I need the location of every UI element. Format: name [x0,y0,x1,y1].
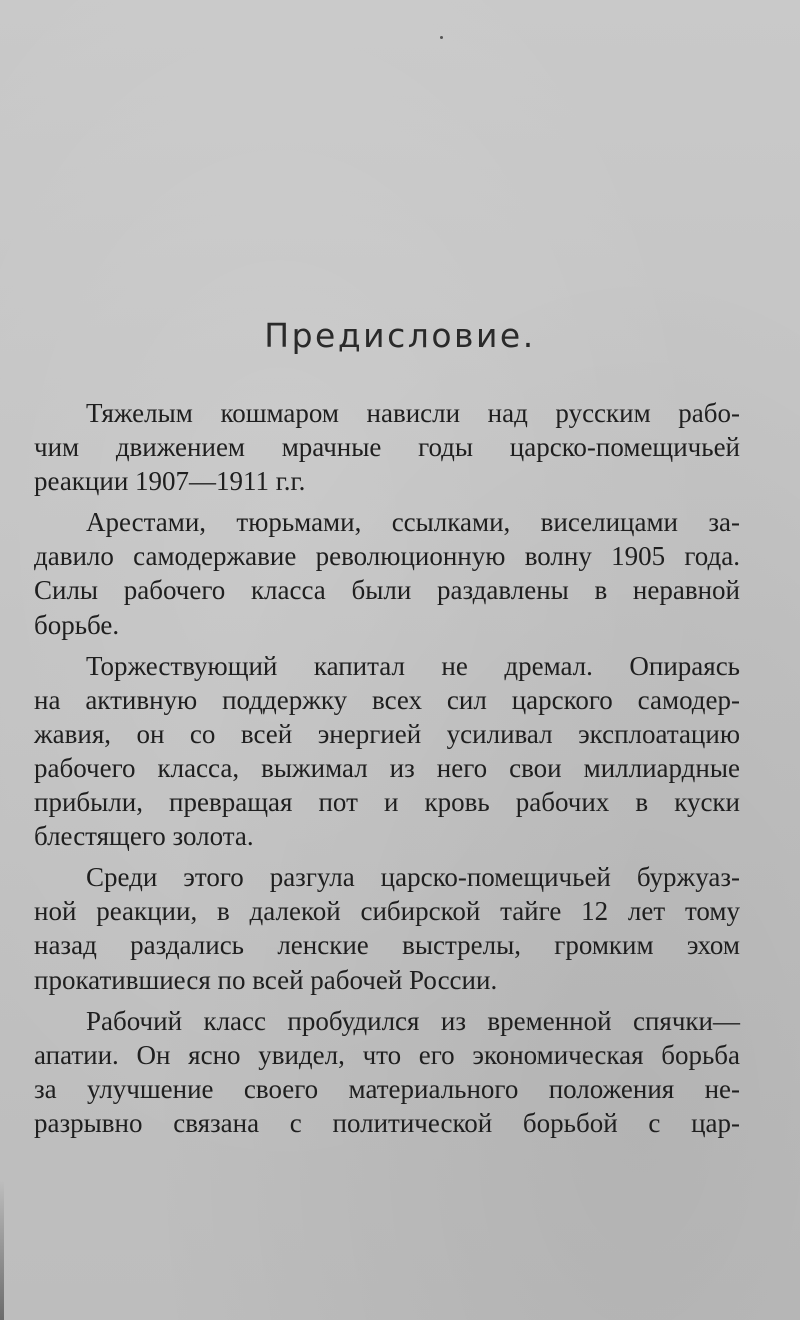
text-line: давило самодержавие революционную волну 1905 года. [34,541,740,572]
text-line: за улучшение своего материального положения не- [34,1073,740,1104]
text-line: Тяжелым кошмаром нависли над русским рабо- [86,398,740,428]
text-line: разрывно связана с политической борьбой с цар- [34,1107,740,1138]
text-line: ной реакции, в далекой сибирской тайге 12 лет тому [34,896,740,927]
paragraph-5 [34,1004,740,1140]
text-line: рабочего класса, выжимал из него свои миллиардные [34,752,740,783]
text-line: Силы рабочего класса были раздавлены в неравной [34,575,740,606]
text-line: борьбе. [34,609,120,640]
text-line: Рабочий класс пробудился из временной спячки— [86,1005,740,1036]
text-line: блестящего золота. [34,821,254,852]
text-line: реакции 1907—1911 г.г. [34,466,306,497]
text-line: на активную поддержку всех сил царского самодер- [34,684,740,715]
text-line: апатии. Он ясно увидел, что его экономическая борьба [34,1039,740,1070]
paper-speck [440,36,443,39]
text-line: прибыли, превращая пот и кровь рабочих в куски [34,787,740,818]
text-line: Торжествующий капитал не дремал. Опираясь [86,650,740,681]
paragraph-4 [34,860,740,996]
paragraph-3 [34,649,740,854]
text-line: назад раздались ленские выстрелы, громким эхом [34,930,740,961]
text-line: чим движением мрачные годы царско-помещичьей [34,432,740,463]
text-line: прокатившиеся по всей рабочей России. [34,964,498,995]
body-text [34,396,740,1140]
page-edge-shadow [0,1180,4,1320]
text-line: жавия, он со всей энергией усиливал эксплоатацию [34,718,740,749]
text-line: Арестами, тюрьмами, ссылками, виселицами за- [86,507,740,538]
paragraph-1 [34,396,740,498]
paragraph-2 [34,505,740,641]
page-title: Предисловие. [264,316,536,355]
text-line: Среди этого разгула царско-помещичьей буржуаз- [86,862,740,893]
